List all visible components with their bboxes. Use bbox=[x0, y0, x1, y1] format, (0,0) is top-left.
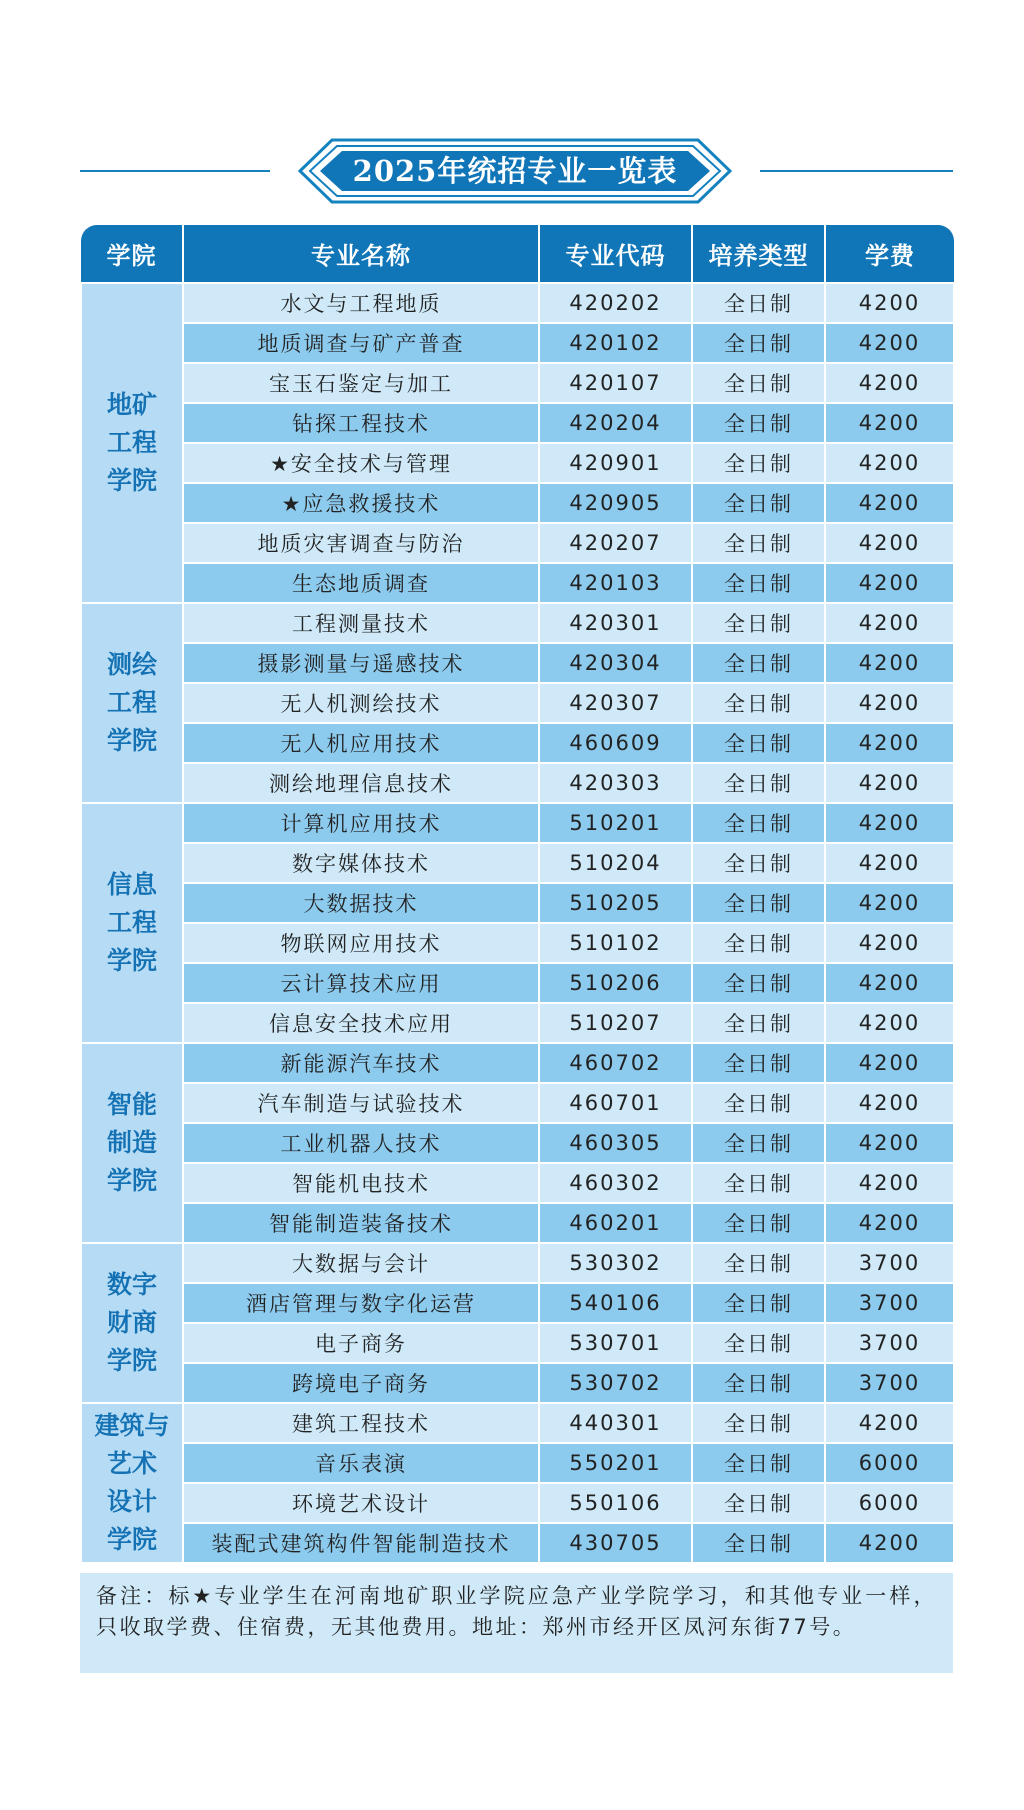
major-code-cell: 420307 bbox=[539, 683, 692, 723]
study-type-cell: 全日制 bbox=[692, 923, 825, 963]
table-row bbox=[81, 883, 954, 923]
study-type-cell: 全日制 bbox=[692, 283, 825, 323]
study-type-cell: 全日制 bbox=[692, 1283, 825, 1323]
table-row bbox=[81, 1123, 954, 1163]
major-name-cell: 跨境电子商务 bbox=[183, 1363, 539, 1403]
college-name-line: 工程 bbox=[106, 688, 157, 717]
majors-table bbox=[80, 225, 955, 1564]
study-type-cell: 全日制 bbox=[692, 1323, 825, 1363]
tuition-cell: 4200 bbox=[825, 1163, 954, 1203]
major-name-cell: 物联网应用技术 bbox=[183, 923, 539, 963]
major-code-cell: 420202 bbox=[539, 283, 692, 323]
major-name-cell: 云计算技术应用 bbox=[183, 963, 539, 1003]
table-row bbox=[81, 363, 954, 403]
major-code-cell: 420901 bbox=[539, 443, 692, 483]
tuition-cell: 4200 bbox=[825, 283, 954, 323]
major-name-cell: 生态地质调查 bbox=[183, 563, 539, 603]
college-name-line: 测绘 bbox=[106, 650, 157, 679]
major-code-cell: 420301 bbox=[539, 603, 692, 643]
major-name-cell: 地质调查与矿产普查 bbox=[183, 323, 539, 363]
table-row bbox=[81, 443, 954, 483]
tuition-cell: 4200 bbox=[825, 803, 954, 843]
tuition-cell: 3700 bbox=[825, 1363, 954, 1403]
major-name-cell: 新能源汽车技术 bbox=[183, 1043, 539, 1083]
major-code-cell: 550201 bbox=[539, 1443, 692, 1483]
major-code-cell: 440301 bbox=[539, 1403, 692, 1443]
table-row bbox=[81, 483, 954, 523]
college-name-line: 信息 bbox=[106, 870, 157, 899]
tuition-cell: 3700 bbox=[825, 1283, 954, 1323]
table-row bbox=[81, 523, 954, 563]
college-name-line: 财商 bbox=[106, 1308, 157, 1337]
header-college: 学院 bbox=[81, 225, 183, 283]
table-row bbox=[81, 1163, 954, 1203]
major-code-cell: 430705 bbox=[539, 1523, 692, 1563]
college-cell bbox=[81, 603, 183, 803]
tuition-cell: 4200 bbox=[825, 963, 954, 1003]
major-code-cell: 510201 bbox=[539, 803, 692, 843]
table-row bbox=[81, 1323, 954, 1363]
study-type-cell: 全日制 bbox=[692, 683, 825, 723]
major-name-cell: 宝玉石鉴定与加工 bbox=[183, 363, 539, 403]
table-row bbox=[81, 1203, 954, 1243]
study-type-cell: 全日制 bbox=[692, 1363, 825, 1403]
major-name-cell: 工程测量技术 bbox=[183, 603, 539, 643]
college-name-line: 智能 bbox=[106, 1090, 157, 1119]
major-code-cell: 460302 bbox=[539, 1163, 692, 1203]
table-row bbox=[81, 1523, 954, 1563]
table-row bbox=[81, 1283, 954, 1323]
table-row bbox=[81, 1083, 954, 1123]
college-name-line: 学院 bbox=[106, 946, 157, 975]
major-name-cell: 汽车制造与试验技术 bbox=[183, 1083, 539, 1123]
major-name-cell: 智能机电技术 bbox=[183, 1163, 539, 1203]
major-code-cell: 510204 bbox=[539, 843, 692, 883]
study-type-cell: 全日制 bbox=[692, 963, 825, 1003]
title-divider-right bbox=[760, 170, 953, 172]
header-tuition: 学费 bbox=[825, 225, 954, 283]
college-cell bbox=[81, 1243, 183, 1403]
tuition-cell: 3700 bbox=[825, 1243, 954, 1283]
major-name-cell: ★安全技术与管理 bbox=[183, 443, 539, 483]
header-major-code: 专业代码 bbox=[539, 225, 692, 283]
major-code-cell: 550106 bbox=[539, 1483, 692, 1523]
major-code-cell: 530702 bbox=[539, 1363, 692, 1403]
major-code-cell: 420103 bbox=[539, 563, 692, 603]
study-type-cell: 全日制 bbox=[692, 1003, 825, 1043]
table-row bbox=[81, 403, 954, 443]
study-type-cell: 全日制 bbox=[692, 1243, 825, 1283]
college-name-line: 学院 bbox=[106, 726, 157, 755]
major-code-cell: 460702 bbox=[539, 1043, 692, 1083]
study-type-cell: 全日制 bbox=[692, 1403, 825, 1443]
major-name-cell: 摄影测量与遥感技术 bbox=[183, 643, 539, 683]
table-row bbox=[81, 1483, 954, 1523]
college-name-line: 工程 bbox=[106, 428, 157, 457]
tuition-cell: 4200 bbox=[825, 363, 954, 403]
study-type-cell: 全日制 bbox=[692, 363, 825, 403]
study-type-cell: 全日制 bbox=[692, 1043, 825, 1083]
table-row bbox=[81, 803, 954, 843]
table-row bbox=[81, 963, 954, 1003]
table-row bbox=[81, 323, 954, 363]
study-type-cell: 全日制 bbox=[692, 1123, 825, 1163]
table-header-row bbox=[81, 225, 954, 283]
major-name-cell: 测绘地理信息技术 bbox=[183, 763, 539, 803]
college-name-line: 学院 bbox=[106, 1166, 157, 1195]
major-code-cell: 420207 bbox=[539, 523, 692, 563]
study-type-cell: 全日制 bbox=[692, 803, 825, 843]
major-name-cell: 无人机测绘技术 bbox=[183, 683, 539, 723]
major-name-cell: 无人机应用技术 bbox=[183, 723, 539, 763]
table-row bbox=[81, 1243, 954, 1283]
table-row bbox=[81, 603, 954, 643]
study-type-cell: 全日制 bbox=[692, 1163, 825, 1203]
major-code-cell: 420303 bbox=[539, 763, 692, 803]
tuition-cell: 4200 bbox=[825, 443, 954, 483]
college-cell bbox=[81, 283, 183, 603]
major-code-cell: 510205 bbox=[539, 883, 692, 923]
major-name-cell: 电子商务 bbox=[183, 1323, 539, 1363]
major-name-cell: 钻探工程技术 bbox=[183, 403, 539, 443]
college-name-line: 制造 bbox=[106, 1128, 157, 1157]
major-code-cell: 460201 bbox=[539, 1203, 692, 1243]
study-type-cell: 全日制 bbox=[692, 483, 825, 523]
study-type-cell: 全日制 bbox=[692, 603, 825, 643]
tuition-cell: 4200 bbox=[825, 923, 954, 963]
study-type-cell: 全日制 bbox=[692, 1083, 825, 1123]
header-major-name: 专业名称 bbox=[183, 225, 539, 283]
table-row bbox=[81, 1443, 954, 1483]
major-code-cell: 510206 bbox=[539, 963, 692, 1003]
major-code-cell: 460305 bbox=[539, 1123, 692, 1163]
table-row bbox=[81, 1403, 954, 1443]
college-name-line: 地矿 bbox=[106, 390, 157, 419]
tuition-cell: 6000 bbox=[825, 1483, 954, 1523]
college-name-line: 工程 bbox=[106, 908, 157, 937]
tuition-cell: 4200 bbox=[825, 563, 954, 603]
tuition-cell: 4200 bbox=[825, 1203, 954, 1243]
study-type-cell: 全日制 bbox=[692, 563, 825, 603]
college-name-line: 学院 bbox=[106, 1525, 157, 1554]
college-cell bbox=[81, 803, 183, 1043]
table-row bbox=[81, 563, 954, 603]
table-row bbox=[81, 1363, 954, 1403]
major-name-cell: 音乐表演 bbox=[183, 1443, 539, 1483]
tuition-cell: 4200 bbox=[825, 1123, 954, 1163]
tuition-cell: 4200 bbox=[825, 723, 954, 763]
major-code-cell: 420107 bbox=[539, 363, 692, 403]
major-code-cell: 510102 bbox=[539, 923, 692, 963]
tuition-cell: 4200 bbox=[825, 883, 954, 923]
major-code-cell: 510207 bbox=[539, 1003, 692, 1043]
major-name-cell: 装配式建筑构件智能制造技术 bbox=[183, 1523, 539, 1563]
major-name-cell: 水文与工程地质 bbox=[183, 283, 539, 323]
study-type-cell: 全日制 bbox=[692, 443, 825, 483]
tuition-cell: 4200 bbox=[825, 1523, 954, 1563]
tuition-cell: 4200 bbox=[825, 603, 954, 643]
major-code-cell: 420102 bbox=[539, 323, 692, 363]
study-type-cell: 全日制 bbox=[692, 1443, 825, 1483]
table-row bbox=[81, 1043, 954, 1083]
tuition-cell: 6000 bbox=[825, 1443, 954, 1483]
study-type-cell: 全日制 bbox=[692, 523, 825, 563]
tuition-cell: 4200 bbox=[825, 483, 954, 523]
study-type-cell: 全日制 bbox=[692, 403, 825, 443]
study-type-cell: 全日制 bbox=[692, 843, 825, 883]
major-name-cell: 大数据技术 bbox=[183, 883, 539, 923]
table-row bbox=[81, 723, 954, 763]
major-name-cell: 智能制造装备技术 bbox=[183, 1203, 539, 1243]
major-code-cell: 420905 bbox=[539, 483, 692, 523]
major-code-cell: 540106 bbox=[539, 1283, 692, 1323]
tuition-cell: 4200 bbox=[825, 1003, 954, 1043]
study-type-cell: 全日制 bbox=[692, 323, 825, 363]
header-study-type: 培养类型 bbox=[692, 225, 825, 283]
table-row bbox=[81, 683, 954, 723]
major-name-cell: 信息安全技术应用 bbox=[183, 1003, 539, 1043]
study-type-cell: 全日制 bbox=[692, 1523, 825, 1563]
major-code-cell: 460701 bbox=[539, 1083, 692, 1123]
college-name-line: 学院 bbox=[106, 466, 157, 495]
footnote: 备注：标★专业学生在河南地矿职业学院应急产业学院学习，和其他专业一样，只收取学费、住宿费，无其他费用。地址：郑州市经开区凤河东街77号。 bbox=[80, 1573, 953, 1673]
college-name-line: 建筑与 bbox=[94, 1411, 170, 1440]
college-cell bbox=[81, 1043, 183, 1243]
study-type-cell: 全日制 bbox=[692, 763, 825, 803]
table-row bbox=[81, 1003, 954, 1043]
tuition-cell: 4200 bbox=[825, 683, 954, 723]
table-row bbox=[81, 643, 954, 683]
major-code-cell: 420204 bbox=[539, 403, 692, 443]
title-banner bbox=[0, 138, 1024, 204]
page-title: 2025年统招专业一览表 bbox=[352, 154, 678, 188]
college-name-line: 数字 bbox=[106, 1270, 157, 1299]
tuition-cell: 4200 bbox=[825, 403, 954, 443]
study-type-cell: 全日制 bbox=[692, 1483, 825, 1523]
table-row bbox=[81, 283, 954, 323]
tuition-cell: 4200 bbox=[825, 523, 954, 563]
study-type-cell: 全日制 bbox=[692, 643, 825, 683]
tuition-cell: 4200 bbox=[825, 1403, 954, 1443]
major-name-cell: 酒店管理与数字化运营 bbox=[183, 1283, 539, 1323]
major-name-cell: 数字媒体技术 bbox=[183, 843, 539, 883]
tuition-cell: 4200 bbox=[825, 1043, 954, 1083]
major-name-cell: 计算机应用技术 bbox=[183, 803, 539, 843]
major-code-cell: 420304 bbox=[539, 643, 692, 683]
tuition-cell: 4200 bbox=[825, 643, 954, 683]
major-name-cell: 环境艺术设计 bbox=[183, 1483, 539, 1523]
major-code-cell: 530701 bbox=[539, 1323, 692, 1363]
major-name-cell: 地质灾害调查与防治 bbox=[183, 523, 539, 563]
college-name-line: 艺术 bbox=[106, 1449, 157, 1478]
table-body bbox=[81, 283, 954, 1563]
title-divider-left bbox=[80, 170, 270, 172]
study-type-cell: 全日制 bbox=[692, 723, 825, 763]
college-name-line: 设计 bbox=[106, 1487, 157, 1516]
table-row bbox=[81, 843, 954, 883]
major-name-cell: ★应急救援技术 bbox=[183, 483, 539, 523]
tuition-cell: 4200 bbox=[825, 843, 954, 883]
major-code-cell: 530302 bbox=[539, 1243, 692, 1283]
major-name-cell: 建筑工程技术 bbox=[183, 1403, 539, 1443]
tuition-cell: 4200 bbox=[825, 1083, 954, 1123]
college-name-line: 学院 bbox=[106, 1346, 157, 1375]
tuition-cell: 4200 bbox=[825, 323, 954, 363]
table-row bbox=[81, 763, 954, 803]
major-code-cell: 460609 bbox=[539, 723, 692, 763]
major-name-cell: 大数据与会计 bbox=[183, 1243, 539, 1283]
college-cell bbox=[81, 1403, 183, 1563]
major-name-cell: 工业机器人技术 bbox=[183, 1123, 539, 1163]
tuition-cell: 4200 bbox=[825, 763, 954, 803]
study-type-cell: 全日制 bbox=[692, 883, 825, 923]
table-row bbox=[81, 923, 954, 963]
tuition-cell: 3700 bbox=[825, 1323, 954, 1363]
study-type-cell: 全日制 bbox=[692, 1203, 825, 1243]
